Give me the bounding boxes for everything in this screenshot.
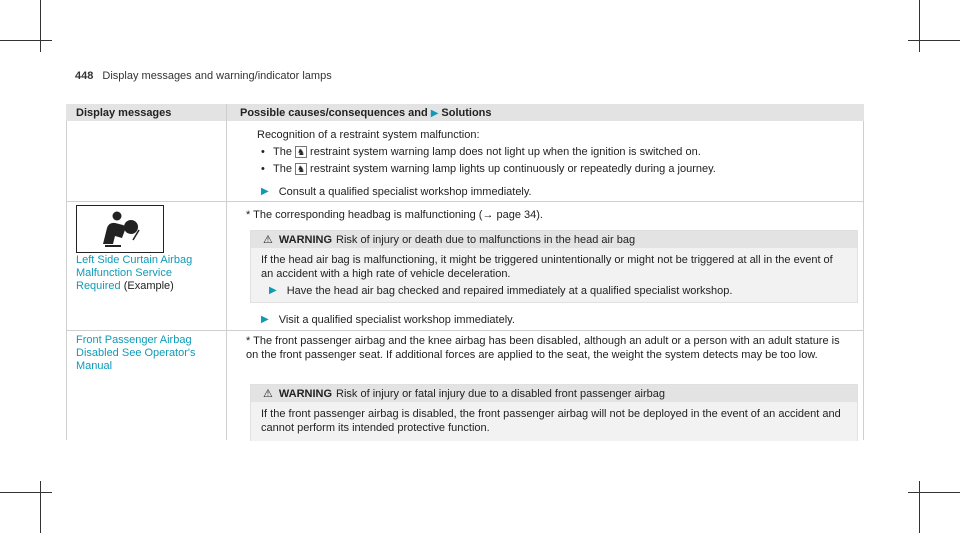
row-divider (66, 330, 864, 331)
row2-cause: * The corresponding headbag is malfunctioning (→ page 34). (246, 209, 543, 221)
warning-body: If the head air bag is malfunctioning, it might be triggered unintentionally or might not be triggered at all in the event of an accident with a high rate of vehicle deceleration. (261, 254, 833, 280)
restraint-system-lamp-icon: ♞ (296, 164, 306, 174)
lamp-caption: Left Side Curtain Airbag Malfunction Service Required (Example) (76, 254, 193, 292)
crop-mark (919, 481, 920, 533)
warning-header: ⚠ WARNING Risk of injury or fatal injury due to a disabled front passenger airbag (251, 385, 857, 402)
crop-mark (40, 481, 41, 533)
row-divider (66, 201, 864, 202)
crop-mark (908, 40, 960, 41)
action-arrow-icon: ▶ (261, 186, 269, 197)
row3-cause: * The front passenger airbag and the knee airbag has been disabled, although an adult or a person with an adult stature is on the front passenger seat. If additional forces are applied to the seat, the weight the system detects may be too low. (246, 335, 840, 361)
warning-body: If the front passenger airbag is disabled, the front passenger airbag will not be deployed in the event of an accident and cannot perform its intended protective function. (261, 408, 841, 434)
row1-intro: Recognition of a restraint system malfunction: (257, 129, 480, 141)
crop-mark (919, 0, 920, 52)
crop-mark (0, 492, 52, 493)
warning-box (250, 384, 858, 441)
crop-mark (908, 492, 960, 493)
display-message-front-passenger: Front Passenger Airbag Disabled See Operator's Manual (76, 334, 196, 372)
page-header (75, 70, 332, 82)
crop-mark (0, 40, 52, 41)
row2-action: ▶ Visit a qualified specialist workshop immediately. (261, 314, 515, 326)
table-edge-right (863, 121, 864, 440)
col-header-display-messages: Display messages (76, 107, 172, 119)
airbag-malfunction-icon (77, 206, 163, 252)
table-header (66, 104, 864, 121)
restraint-system-lamp-icon: ♞ (296, 147, 306, 157)
warning-action: ▶ Have the head air bag checked and repaired immediately at a qualified specialist workshop. (269, 285, 733, 297)
column-divider (226, 104, 227, 440)
page-title: Display messages and warning/indicator lamps (102, 70, 332, 82)
warning-box (250, 230, 858, 303)
action-arrow-icon: ▶ (261, 314, 269, 325)
display-message-left-curtain: Left Side Curtain Airbag Malfunction Service Required (76, 254, 193, 292)
crop-mark (40, 0, 41, 52)
page-number: 448 (75, 70, 94, 82)
warning-triangle-icon: ⚠ (263, 234, 273, 246)
action-arrow-icon: ▶ (430, 107, 439, 119)
table-edge-left (66, 121, 67, 440)
warning-triangle-icon: ⚠ (263, 388, 273, 400)
col-header-causes: Possible causes/consequences and ▶ Solutions (240, 107, 492, 119)
display-messages-table (66, 104, 864, 440)
action-arrow-icon: ▶ (269, 285, 277, 296)
warning-header: ⚠ WARNING Risk of injury or death due to malfunctions in the head air bag (251, 231, 857, 248)
airbag-malfunction-icon (76, 205, 164, 253)
row1-action: ▶ Consult a qualified specialist workshop immediately. (261, 186, 532, 198)
row1-bullet: • The ♞ restraint system warning lamp lights up continuously or repeatedly during a journey. (261, 163, 716, 175)
row1-bullet: • The ♞ restraint system warning lamp does not light up when the ignition is switched on. (261, 146, 701, 158)
